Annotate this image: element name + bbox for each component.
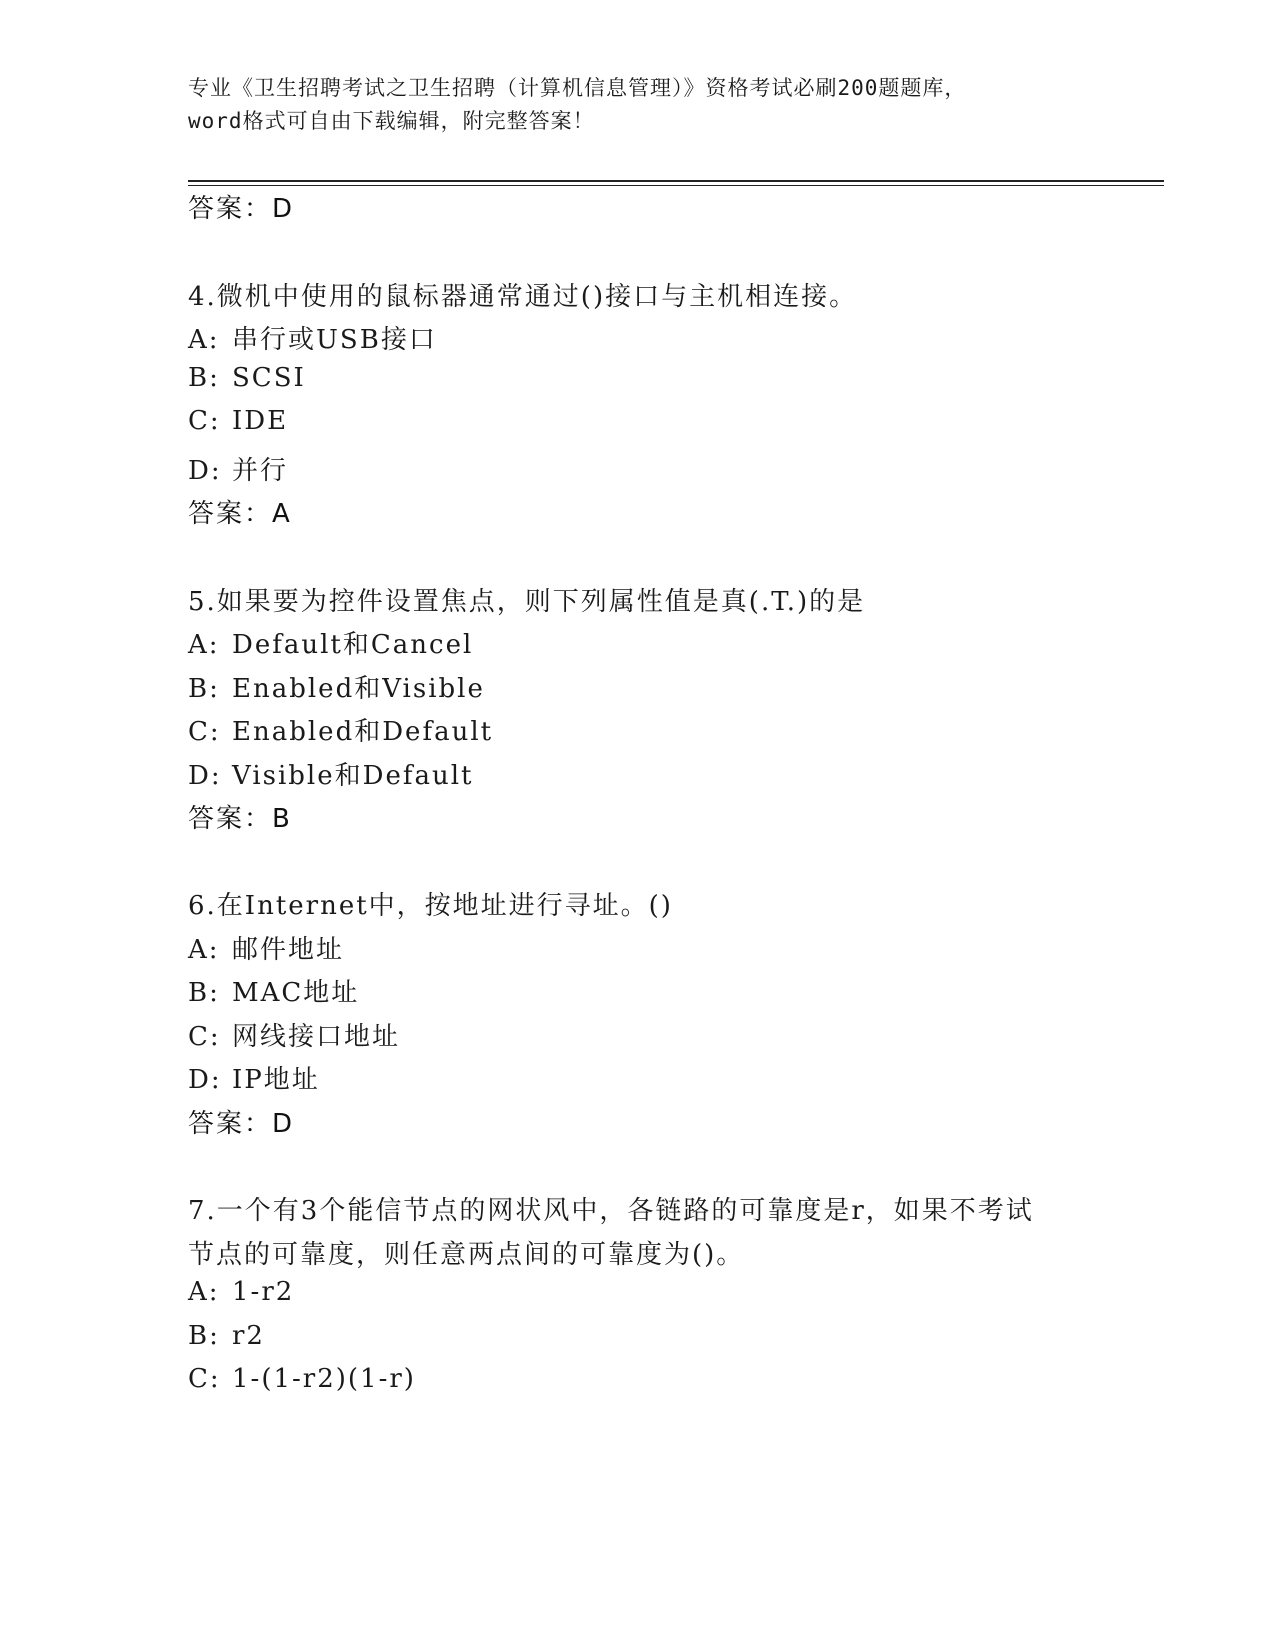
header-divider-thick <box>188 180 1164 182</box>
question-6-stem: 6.在Internet中，按地址进行寻址。() <box>188 891 673 921</box>
header-line-1: 专业《卫生招聘考试之卫生招聘（计算机信息管理）》资格考试必刷200题题库， <box>188 76 967 100</box>
question-7-option-a: A: 1-r2 <box>188 1277 295 1307</box>
question-7-option-c: C: 1-(1-r2)(1-r) <box>188 1364 416 1394</box>
question-6-option-d: D: IP地址 <box>188 1065 320 1095</box>
question-7-stem-line-1: 7.一个有3个能信节点的网状风中，各链路的可靠度是r，如果不考试 <box>188 1196 1034 1226</box>
question-7-option-b: B: r2 <box>188 1321 265 1351</box>
document-header <box>188 72 1088 138</box>
question-5-option-d: D: Visible和Default <box>188 761 474 791</box>
question-5-option-b: B: Enabled和Visible <box>188 674 485 704</box>
question-5-option-c: C: Enabled和Default <box>188 717 494 747</box>
question-5-option-a: A: Default和Cancel <box>188 630 474 660</box>
question-4-option-a: A: 串行或USB接口 <box>188 325 437 355</box>
header-divider-thin <box>188 185 1164 186</box>
question-7-stem-line-2: 节点的可靠度，则任意两点间的可靠度为()。 <box>188 1240 745 1270</box>
question-5-stem: 5.如果要为控件设置焦点，则下列属性值是真(.T.)的是 <box>188 587 866 617</box>
question-4-answer: 答案：A <box>188 499 292 529</box>
question-5-answer: 答案：B <box>188 804 292 834</box>
question-4-option-d: D: 并行 <box>188 456 289 486</box>
header-line-2: word格式可自由下载编辑，附完整答案！ <box>188 109 595 133</box>
question-4-option-c: C: IDE <box>188 406 289 436</box>
question-4-stem: 4.微机中使用的鼠标器通常通过()接口与主机相连接。 <box>188 282 858 312</box>
question-6-option-c: C: 网线接口地址 <box>188 1022 401 1052</box>
question-6-option-a: A: 邮件地址 <box>188 935 345 965</box>
answer-prev: 答案：D <box>188 194 295 224</box>
question-6-answer: 答案：D <box>188 1109 295 1139</box>
question-4-option-b: B: SCSI <box>188 363 306 393</box>
question-6-option-b: B: MAC地址 <box>188 978 360 1008</box>
